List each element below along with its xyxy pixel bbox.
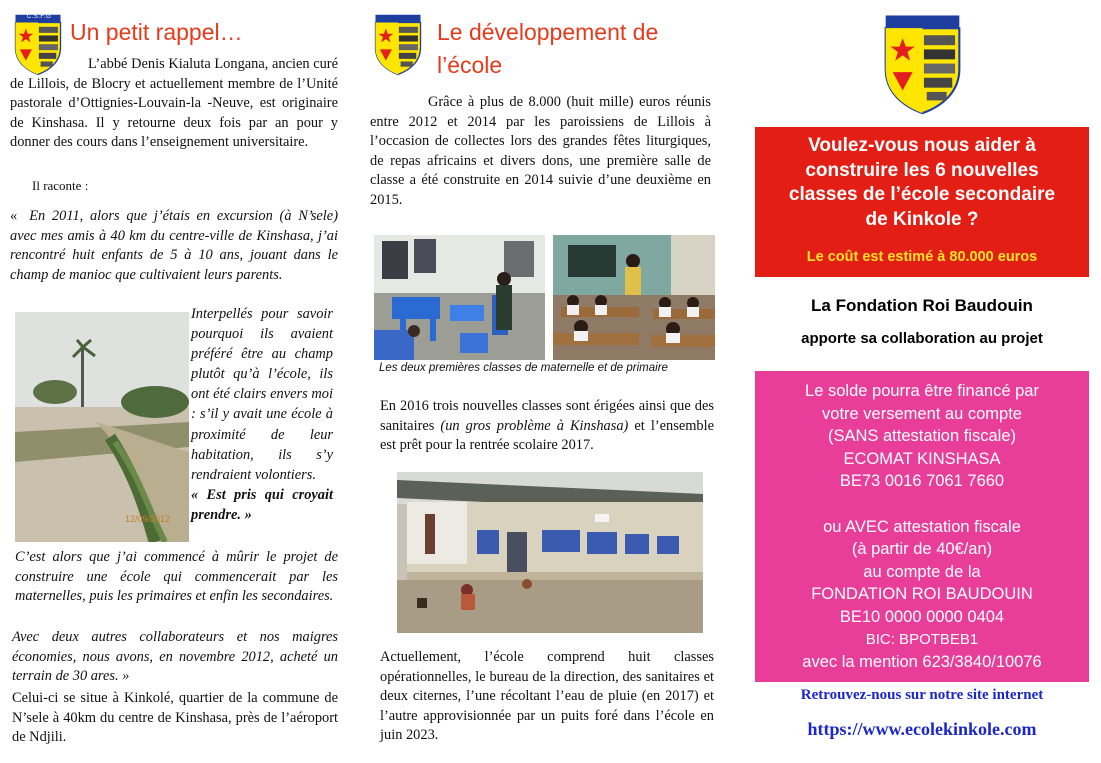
bank-line	[755, 493, 1089, 516]
csfg-logo	[372, 14, 424, 76]
bank-line: votre versement au compte	[822, 404, 1022, 423]
bank-details-text	[755, 380, 1089, 674]
website-link[interactable]: https://www.ecolekinkole.com	[807, 719, 1037, 739]
bank-line: BE10 0000 0000 0404	[839, 607, 1005, 626]
column-donation	[752, 0, 1093, 763]
photos-caption: Les deux premières classes de maternelle et de primaire	[379, 362, 668, 374]
logo-label: C.S.F.G	[26, 14, 52, 20]
appeal-box	[755, 127, 1089, 277]
field-photo-image	[15, 312, 189, 542]
heading-rappel: Un petit rappel…	[70, 19, 243, 45]
quote-paragraph-1: « En 2011, alors que j’étais en excursion (à N’sele) avec mes amis à 40 km du centre-ville de Kinshasa, j’ai rencontré huit enfants de 5 à 10 ans, jouant dans le champ de manioc que cultivaient leurs parents.	[10, 208, 338, 283]
location-paragraph: Celui-ci se situe à Kinkolé, quartier de la commune de N’sele à 40km du centre de Kinshasa, près de l’aéroport de Ndjili.	[12, 690, 338, 746]
bank-line: Le solde pourra être financé par	[805, 382, 1039, 400]
classroom-photo-1	[374, 235, 545, 360]
website-label: Retrouvez-nous sur notre site internet	[800, 687, 1044, 703]
funding-paragraph: Grâce à plus de 8.000 (huit mille) euros réunis entre 2012 et 2014 par les paroissiens de Lillois à l’occasion de collectes lors des grandes fêtes liturgiques, de repas africains et divers dons, une première salle de classe a été construite en 2014 suivie d’une deuxième en 2015.	[370, 94, 711, 208]
quote-paragraph-3: C’est alors que j’ai commencé à mûrir le projet de construire une école qui commencerait par les maternelles, puis les primaires et enfin les secondaires.	[15, 549, 338, 605]
heading-developpement: Le développement de l’école	[437, 19, 659, 78]
bank-details-box	[755, 371, 1089, 682]
bank-line: ECOMAT KINSHASA	[843, 449, 1001, 468]
field-photo	[15, 312, 189, 542]
fondation-subtitle: apporte sa collaboration au projet	[801, 330, 1043, 347]
column-intro	[8, 0, 340, 763]
quote-paragraph-2: Interpellés pour savoir pourquoi ils avaient préféré être au champ plutôt qu’à l’école, ils ont été clairs envers moi : s’il y avait une école à proximité de leur habitation, ils s’y rendraient volontiers. « Est pris qui croyait prendre. »	[191, 306, 333, 523]
quote-paragraph-4: Avec deux autres collaborateurs et nos maigres économies, nous avons, en novembre 2012, acheté un terrain de 30 ares. »	[12, 629, 338, 685]
bank-line: BE73 0016 7061 7660	[839, 472, 1005, 491]
bank-line: (à partir de 40€/an)	[851, 540, 993, 559]
bank-line: FONDATION ROI BAUDOUIN	[811, 585, 1033, 604]
quote-proverb: « Est pris qui croyait prendre. »	[191, 486, 333, 523]
fondation-title: La Fondation Roi Baudouin	[811, 296, 1033, 315]
csfg-logo-large	[880, 14, 965, 116]
bank-line: au compte de la	[863, 562, 981, 581]
quote-open-mark: «	[10, 208, 18, 224]
appeal-cost: Le coût est estimé à 80.000 euros	[806, 249, 1038, 265]
bank-line: ou AVEC attestation fiscale	[823, 517, 1021, 536]
bank-line: (SANS attestation fiscale)	[828, 427, 1016, 446]
bank-line: avec la mention 623/3840/10076	[802, 653, 1042, 672]
column-development	[370, 0, 715, 763]
bank-line: BIC: BPOTBEB1	[865, 630, 979, 648]
photo-date-stamp: 12/09/2012	[125, 514, 171, 524]
classroom-photo-2	[553, 235, 715, 360]
school-building-photo	[397, 472, 703, 633]
intro-paragraph: L’abbé Denis Kialuta Longana, ancien curé de Lillois, de Blocry et actuellement membre de l’Unité pastorale d’Ottignies-Louvain-la -Neuve, est originaire de Kinshasa. Il y retourne deux fois par an pour y donner des cours dans l’enseignement universitaire.	[10, 56, 338, 151]
raconte-label: Il raconte :	[32, 178, 89, 193]
appeal-title: Voulez-vous nous aider à construire les 6 nouvelles classes de l’école secondaire de Kinkole ?	[788, 135, 1056, 230]
current-status-paragraph: Actuellement, l’école comprend huit classes opérationnelles, le bureau de la direction, des sanitaires et deux citernes, l’une récoltant l’eau de pluie (en 2017) et l’autre approvisionnée par un puits foré dans l’école en juin 2023.	[380, 649, 714, 744]
construction-paragraph: En 2016 trois nouvelles classes sont érigées ainsi que des sanitaires (un gros problème à Kinshasa) et l’ensemble est prêt pour la rentrée scolaire 2017.	[380, 398, 714, 454]
